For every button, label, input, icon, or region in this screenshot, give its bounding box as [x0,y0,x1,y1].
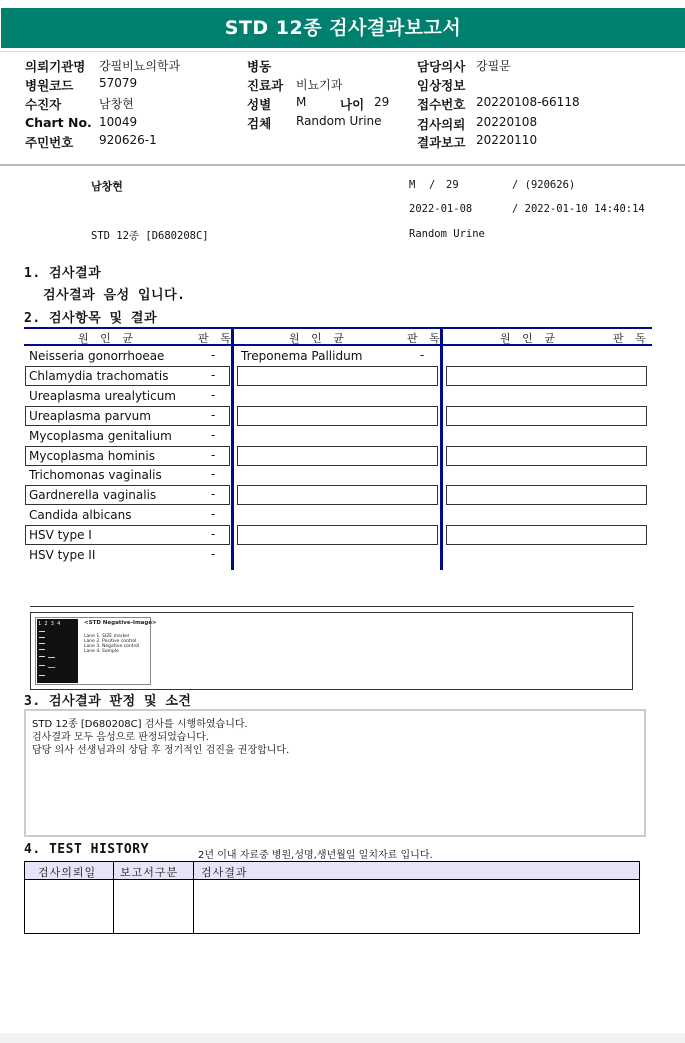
organism-result: - [211,408,216,422]
organism-name: HSV type II [29,548,96,562]
row-box [446,446,647,466]
chart-no-value: 10049 [99,115,138,129]
sex-value: M [296,95,307,109]
specimen-label: 검체 [247,116,272,131]
organism-result: - [420,348,425,362]
column-divider [231,327,234,570]
section1-heading: 1. 검사결과 [24,266,102,281]
row-box [446,525,647,545]
divider [30,606,634,607]
organism-result: - [211,507,216,521]
row-box [446,366,647,386]
history-col-request-date: 검사의뢰일 [38,866,97,879]
organism-name: Trichomonas vaginalis [29,468,162,482]
summary-separator: / [429,179,436,191]
row-box [237,366,438,386]
row-box [237,485,438,505]
opinion-line: STD 12종 [D680208C] 검사를 시행하였습니다. [32,719,248,730]
institution-value: 강필비뇨의학과 [99,59,181,73]
organism-name: Ureaplasma urealyticum [29,389,176,403]
history-table-header [25,862,639,880]
row-box [237,525,438,545]
organism-name: Candida albicans [29,508,132,522]
summary-dob: / (920626) [512,179,576,191]
doctor-value: 강필문 [476,59,511,73]
request-date-value: 20220108 [476,115,538,129]
sex-label: 성별 [247,97,272,112]
organism-result: - [211,348,216,362]
gel-caption-lane1: Lane 1. SIZE marker [84,634,130,639]
column-divider [113,861,114,934]
col2-result-header: 판 독 [407,332,444,345]
col1-result-header: 판 독 [198,332,235,345]
col2-organism-header: 원 인 균 [289,332,348,345]
organism-name: Treponema Pallidum [241,349,363,363]
row-box [446,406,647,426]
organism-result: - [211,547,216,561]
section2-heading: 2. 검사항목 및 결과 [24,311,158,326]
hospital-code-value: 57079 [99,76,138,90]
gel-caption-title: <STD Negative-Image> [84,620,157,626]
organism-result: - [211,487,216,501]
request-date-label: 검사의뢰 [417,117,466,132]
gel-lane-numbers: 1 2 3 4 [38,621,61,627]
resident-no-value: 920626-1 [99,133,157,147]
organism-name: HSV type I [29,528,92,542]
col3-organism-header: 원 인 균 [500,332,559,345]
summary-specimen: Random Urine [409,228,485,240]
department-label: 진료과 [247,78,284,93]
examinee-label: 수진자 [25,97,62,112]
gel-electrophoresis-image [37,619,78,683]
receipt-no-value: 20220108-66118 [476,95,580,109]
report-date-label: 결과보고 [417,135,466,150]
summary-name: 남창현 [91,180,123,193]
department-value: 비뇨기과 [296,78,343,92]
history-col-report-type: 보고서구분 [120,866,179,879]
age-label: 나이 [340,97,365,112]
summary-sex: M [409,179,416,191]
history-note: 2년 이내 자료중 병원,성명,생년월일 일치자료 입니다. [198,850,433,861]
resident-no-label: 주민번호 [25,135,74,150]
organism-result: - [211,368,216,382]
organism-result: - [211,448,216,462]
col1-organism-header: 원 인 균 [78,332,137,345]
column-divider [440,327,443,570]
row-box [237,446,438,466]
summary-age: 29 [446,179,459,191]
divider [0,51,685,52]
age-value: 29 [374,95,390,109]
summary-report-datetime: / 2022-01-10 14:40:14 [512,203,645,215]
organism-result: - [211,428,216,442]
organism-name: Gardnerella vaginalis [29,488,157,502]
specimen-value: Random Urine [296,114,382,128]
organism-name: Neisseria gonorrhoeae [29,349,165,363]
ward-label: 병동 [247,59,272,74]
gel-caption-lane2: Lane 2. Positive control [84,639,137,644]
organism-result: - [211,388,216,402]
divider [0,164,685,166]
clinical-info-label: 임상정보 [417,78,466,93]
organism-name: Mycoplasma genitalium [29,429,172,443]
opinion-line: 검사결과 모두 음성으로 판정되었습니다. [32,732,209,743]
column-divider [193,861,194,934]
section1-result-text: 검사결과 음성 입니다. [43,288,186,303]
doctor-label: 담당의사 [417,59,466,74]
gel-caption-lane4: Lane 4. Sample [84,649,119,654]
hospital-code-label: 병원코드 [25,78,74,93]
table-border [24,327,652,329]
examinee-value: 남창현 [99,97,134,111]
row-box [237,406,438,426]
receipt-no-label: 접수번호 [417,97,466,112]
history-col-result: 검사결과 [201,866,248,879]
organism-result: - [211,467,216,481]
chart-no-label: Chart No. [25,115,92,130]
section4-heading: 4. TEST HISTORY [24,842,149,857]
row-box [446,485,647,505]
organism-name: Chlamydia trachomatis [29,369,169,383]
organism-name: Ureaplasma parvum [29,409,151,423]
summary-test-code: STD 12종 [D680208C] [91,230,209,242]
gel-caption-lane3: Lane 3. Negative control [84,644,140,649]
institution-label: 의뢰기관명 [25,59,86,74]
organism-name: Mycoplasma hominis [29,449,155,463]
opinion-line: 담당 의사 선생님과의 상담 후 정기적인 검진을 권장합니다. [32,745,290,756]
organism-result: - [211,527,216,541]
col3-result-header: 판 독 [613,332,650,345]
section3-heading: 3. 검사결과 판정 및 소견 [24,694,192,709]
footer-strip [0,1033,685,1043]
report-date-value: 20220110 [476,133,538,147]
summary-request-date: 2022-01-08 [409,203,473,215]
report-title: STD 12종 검사결과보고서 [1,8,685,48]
